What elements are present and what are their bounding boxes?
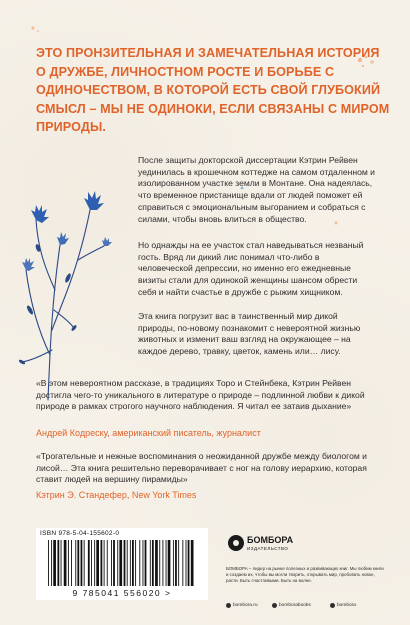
barcode-digits: 9 785041 556020 > — [72, 588, 172, 598]
review-author: Андрей Кодреску, американский писатель, журналист — [36, 428, 261, 438]
barcode-bar — [162, 540, 163, 586]
globe-icon — [226, 603, 231, 608]
barcode-bar — [166, 540, 167, 586]
headline: ЭТО ПРОНЗИТЕЛЬНАЯ И ЗАМЕЧАТЕЛЬНАЯ ИСТОРИЯ О ДРУЖБЕ, ЛИЧНОСТНОМ РОСТЕ И БОРЬБЕ С ОДИНОЧЕСТВОМ, В КОТОРОЙ ЕСТЬ СВОЙ ГЛУБОКИЙ СМЫСЛ – МЫ НЕ ОДИНОКИ, ЕСЛИ СВЯЗАНЫ С МИРОМ ПРИРОДЫ. — [36, 46, 390, 134]
barcode-bar — [150, 540, 151, 586]
barcode — [36, 528, 208, 600]
barcode-bar — [130, 540, 131, 586]
barcode-bar — [155, 540, 158, 586]
barcode-bar — [101, 540, 103, 586]
barcode-bar — [104, 540, 105, 586]
barcode-bar — [94, 540, 95, 586]
barcode-bar — [71, 540, 72, 586]
barcode-bar — [168, 540, 171, 586]
barcode-bar — [64, 540, 67, 586]
review-quote: «В этом невероятном рассказе, в традициях Торо и Стейнбека, Кэтрин Рейвен достигла чего-то уникального в литературе о природе – подлинной любви к дикой природе в рамках строгого научного наблюдения. Я читал ее затаив дыхание» — [36, 378, 365, 412]
barcode-bar — [111, 540, 112, 586]
isbn-label: ISBN 978-5-04-155602-0 — [40, 530, 120, 537]
barcode-bar — [152, 540, 154, 586]
barcode-bar — [182, 540, 183, 586]
barcode-bar — [159, 540, 160, 586]
orange-splash — [28, 22, 44, 36]
barcode-bar — [61, 540, 62, 586]
barcode-bar — [53, 540, 56, 586]
vk-icon — [272, 603, 277, 608]
barcode-bars — [46, 540, 196, 586]
barcode-bar — [143, 540, 144, 586]
barcode-bar — [81, 540, 83, 586]
social-link-vk[interactable]: bomborabooks — [272, 603, 311, 608]
barcode-bar — [145, 540, 147, 586]
barcode-bar — [75, 540, 76, 586]
barcode-bar — [51, 540, 52, 586]
barcode-bar — [191, 540, 194, 586]
barcode-bar — [173, 540, 174, 586]
barcode-bar — [96, 540, 99, 586]
cornflower-illustration — [8, 150, 120, 405]
telegram-icon — [330, 603, 335, 608]
barcode-bar — [91, 540, 92, 586]
description-paragraph: После защиты докторской диссертации Кэтрин Рейвен уединилась в крошечном коттедже на самом отдаленном и изолированном участке земли в Монтане. Она надеялась, что временное пристанище вдали от людей поможет ей справиться с эмоциональным выгоранием и собраться с силами, чтобы вновь влиться в общество. — [138, 155, 375, 224]
barcode-bar — [48, 540, 49, 586]
cornflower-blossom — [22, 191, 112, 271]
publisher-subtitle: ИЗДАТЕЛЬСТВО — [247, 546, 289, 551]
barcode-bar — [188, 540, 190, 586]
barcode-bar — [135, 540, 136, 586]
description-paragraph: Эта книга погрузит вас в таинственный мир дикой природы, по-новому познакомит с невероятной жизнью животных и изменит ваш взгляд на окружающее – на каждое дерево, травку, цветок, камень или… лису. — [138, 311, 361, 357]
barcode-bar — [124, 540, 126, 586]
barcode-bar — [186, 540, 187, 586]
barcode-bar — [139, 540, 140, 586]
barcode-bar — [68, 540, 69, 586]
publisher-name: БОМБОРА — [247, 535, 294, 545]
barcode-bar — [113, 540, 115, 586]
barcode-bar — [175, 540, 177, 586]
barcode-bar — [119, 540, 122, 586]
description-paragraph: Но однажды на ее участок стал наведываться незваный гость. Вряд ли дикий лис понимал что-либо в человеческой депрессии, но именно его ежедневные визиты стали для одинокой женщины шансом обрести себя и найти счастье в дружбе с рыжим хищником. — [138, 240, 364, 297]
barcode-bar — [178, 540, 179, 586]
barcode-bar — [107, 540, 108, 586]
barcode-bar — [132, 540, 134, 586]
social-link-site[interactable]: bombora.ru — [226, 603, 258, 608]
barcode-bar — [84, 540, 85, 586]
social-link-telegram[interactable]: bombora — [330, 603, 356, 608]
publisher-description: БОМБОРА – лидер на рынке полезных и развивающих книг. Мы любим книги и создаем их, чтобы вы могли творить, открывать мир, пробовать новое, расти. Быть счастливыми. Быть на волне. — [226, 566, 384, 583]
review-quote: «Трогательные и нежные воспоминания о неожиданной дружбе между биологом и лисой… Эта книга решительно переворачивает с ног на голову иерархию, которая ставит людей на вершину пирамиды» — [36, 451, 367, 485]
review-author: Кэтрин Э. Стандефер, New York Times — [36, 490, 197, 500]
barcode-bar — [77, 540, 79, 586]
barcode-bar — [57, 540, 59, 586]
barcode-bar — [127, 540, 128, 586]
barcode-bar — [88, 540, 90, 586]
barcode-bar — [117, 540, 118, 586]
